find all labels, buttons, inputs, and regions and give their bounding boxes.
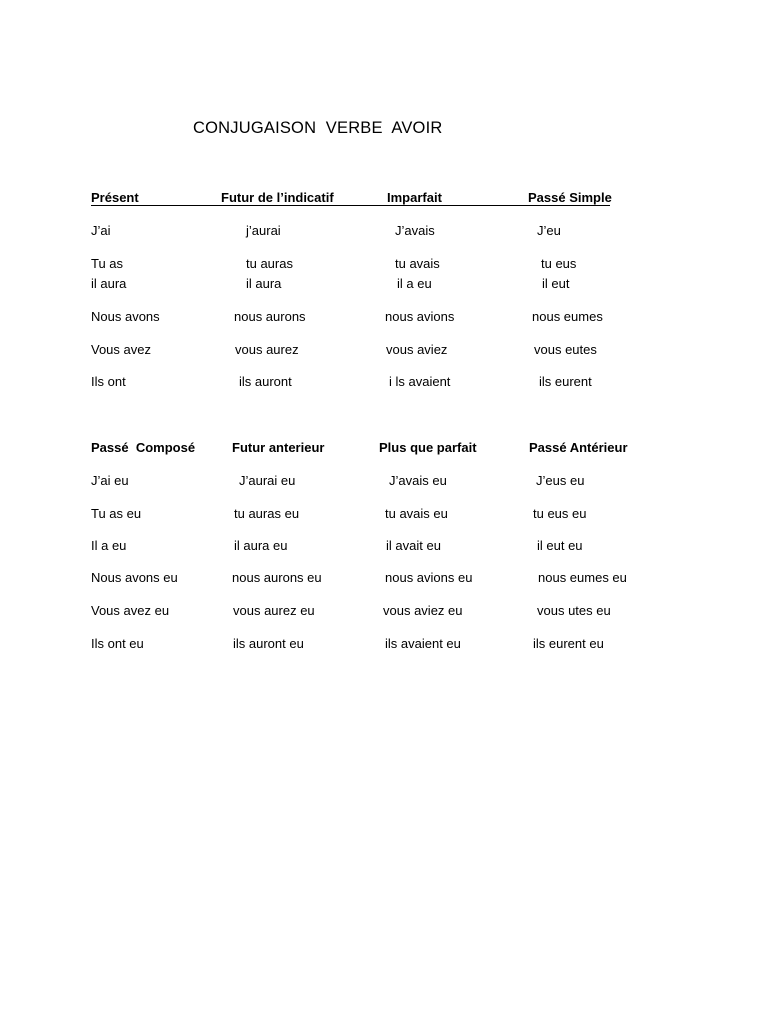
plus-que-parfait-vous: vous aviez eu (383, 603, 463, 618)
passe-simple-il: il eut (542, 276, 570, 291)
passe-anterieur-ils: ils eurent eu (533, 636, 604, 651)
page-title: CONJUGAISON VERBE AVOIR (193, 119, 443, 137)
passe-compose-ils: Ils ont eu (91, 636, 144, 651)
futur-nous: nous aurons (234, 309, 306, 324)
header-present: Présent (91, 190, 139, 205)
plus-que-parfait-ils: ils avaient eu (385, 636, 461, 651)
header-passe-compose: Passé Composé (91, 440, 196, 455)
present-il: il aura (91, 276, 127, 291)
header-futur-indicatif: Futur de l’indicatif (221, 190, 334, 205)
futur-anterieur-vous: vous aurez eu (233, 603, 315, 618)
futur-vous: vous aurez (235, 342, 299, 357)
passe-simple-ils: ils eurent (539, 374, 592, 389)
passe-simple-je: J’eu (537, 223, 561, 238)
passe-simple-tu: tu eus (541, 256, 577, 271)
plus-que-parfait-je: J’avais eu (389, 473, 447, 488)
present-je: J’ai (91, 223, 111, 238)
passe-compose-tu: Tu as eu (91, 506, 142, 521)
imparfait-ils: i ls avaient (389, 374, 451, 389)
passe-anterieur-vous: vous utes eu (537, 603, 611, 618)
header-futur-anterieur: Futur anterieur (232, 440, 325, 455)
imparfait-je: J’avais (395, 223, 435, 238)
header-passe-anterieur: Passé Antérieur (529, 440, 628, 455)
imparfait-tu: tu avais (395, 256, 440, 271)
passe-compose-nous: Nous avons eu (91, 570, 178, 585)
present-vous: Vous avez (91, 342, 151, 357)
passe-simple-nous: nous eumes (532, 309, 603, 324)
header-plus-que-parfait: Plus que parfait (379, 440, 477, 455)
present-tu: Tu as (91, 256, 124, 271)
futur-anterieur-ils: ils auront eu (233, 636, 304, 651)
imparfait-il: il a eu (397, 276, 432, 291)
futur-anterieur-je: J’aurai eu (239, 473, 296, 488)
futur-anterieur-nous: nous aurons eu (232, 570, 322, 585)
passe-anterieur-nous: nous eumes eu (538, 570, 627, 585)
passe-anterieur-tu: tu eus eu (533, 506, 587, 521)
futur-il: il aura (246, 276, 282, 291)
header-passe-simple: Passé Simple (528, 190, 612, 205)
futur-anterieur-il: il aura eu (234, 538, 288, 553)
futur-tu: tu auras (246, 256, 293, 271)
passe-simple-vous: vous eutes (534, 342, 597, 357)
header-underline (91, 205, 610, 206)
present-ils: Ils ont (91, 374, 126, 389)
passe-anterieur-il: il eut eu (537, 538, 583, 553)
futur-anterieur-tu: tu auras eu (234, 506, 300, 521)
imparfait-nous: nous avions (385, 309, 455, 324)
futur-ils: ils auront (239, 374, 292, 389)
imparfait-vous: vous aviez (386, 342, 448, 357)
plus-que-parfait-nous: nous avions eu (385, 570, 473, 585)
plus-que-parfait-tu: tu avais eu (385, 506, 448, 521)
present-nous: Nous avons (91, 309, 160, 324)
passe-anterieur-je: J’eus eu (536, 473, 585, 488)
futur-je: j’aurai (246, 223, 281, 238)
header-imparfait: Imparfait (387, 190, 442, 205)
passe-compose-il: Il a eu (91, 538, 127, 553)
passe-compose-je: J’ai eu (91, 473, 129, 488)
passe-compose-vous: Vous avez eu (91, 603, 170, 618)
plus-que-parfait-il: il avait eu (386, 538, 441, 553)
